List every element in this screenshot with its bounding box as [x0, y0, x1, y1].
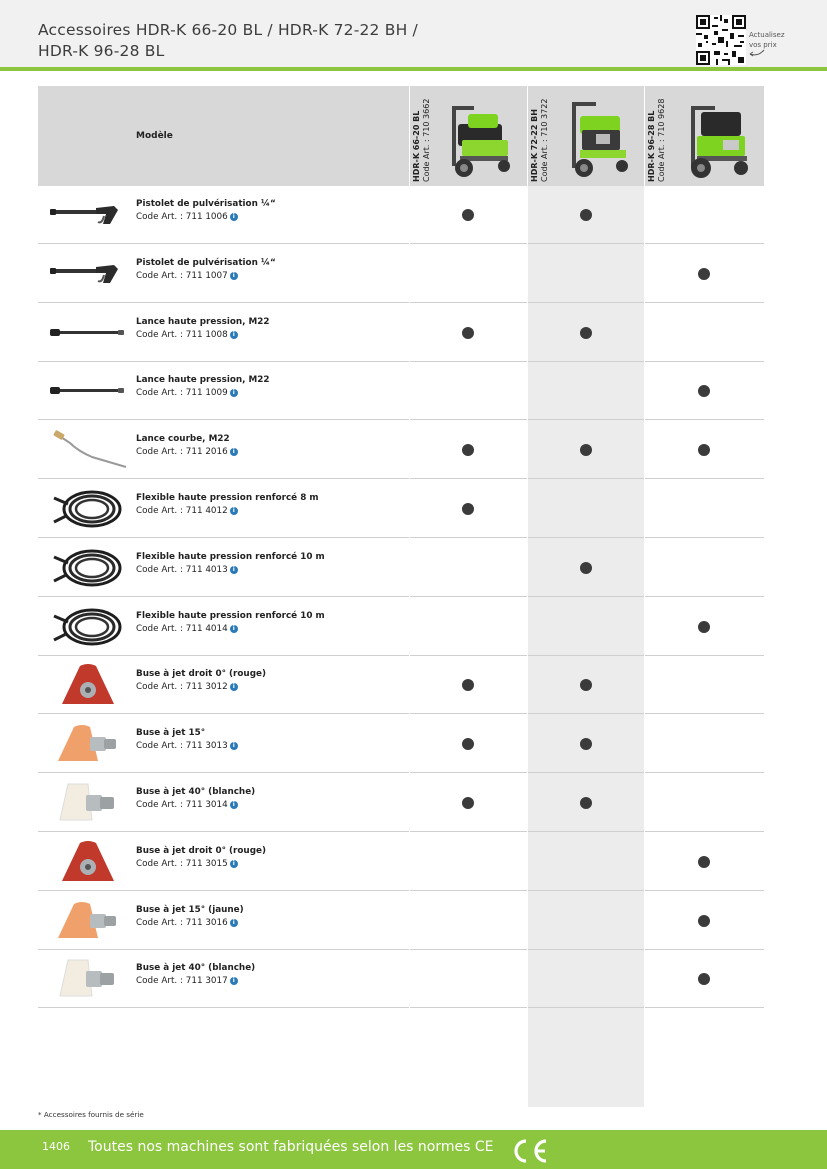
accessory-name: Flexible haute pression renforcé 10 m	[136, 610, 325, 621]
model-column-3	[645, 86, 764, 186]
info-icon[interactable]: i	[230, 272, 238, 280]
table-row	[38, 715, 764, 773]
accessory-code-text: Code Art. : 711 4012	[136, 506, 228, 516]
table-row	[38, 892, 764, 950]
accessory-code-text: Code Art. : 711 3014	[136, 800, 228, 810]
column-divider	[409, 86, 410, 1009]
info-icon[interactable]: i	[230, 331, 238, 339]
qr-code-icon[interactable]	[696, 15, 746, 65]
compatibility-dot	[580, 797, 592, 809]
accessory-name: Flexible haute pression renforcé 8 m	[136, 493, 319, 503]
accessory-code	[136, 388, 238, 398]
compatibility-dot	[462, 503, 474, 515]
info-icon[interactable]: i	[230, 389, 238, 397]
page-title	[38, 20, 418, 62]
table-row	[38, 598, 764, 656]
compatibility-dot	[462, 327, 474, 339]
model-column-1	[410, 86, 527, 186]
accessory-name: Buse à jet 15°	[136, 728, 206, 739]
accessory-name: Buse à jet droit 0° (rouge)	[136, 669, 266, 680]
model-name: HDR-K 66-20 BL	[412, 110, 421, 182]
accessory-code-text: Code Art. : 711 3012	[136, 682, 228, 693]
accessory-code	[136, 800, 238, 810]
accessory-name: Buse à jet 40° (blanche)	[136, 963, 256, 974]
accessory-code	[136, 624, 238, 634]
title-line-2: HDR-K 96-28 BL	[38, 42, 165, 60]
table-row	[38, 833, 764, 891]
model-column-2	[528, 86, 644, 186]
accessory-name: Buse à jet droit 0° (rouge)	[136, 845, 266, 856]
compatibility-dot	[462, 444, 474, 456]
info-icon[interactable]: i	[230, 448, 238, 456]
lance-icon	[48, 370, 128, 412]
model-code: Code Art. : 710 9628	[657, 98, 666, 182]
info-icon[interactable]: i	[230, 801, 238, 809]
column-divider	[527, 86, 528, 1009]
nozzle-white-icon	[48, 958, 128, 1000]
accessory-code-text: Code Art. : 711 1009	[136, 388, 228, 399]
table-row	[38, 480, 764, 538]
model-code: Code Art. : 710 3662	[422, 98, 431, 182]
nozzle-orange-icon	[48, 723, 128, 765]
curved-arrow-icon	[748, 48, 766, 58]
accessory-name: Pistolet de pulvérisation ¼“	[136, 199, 276, 209]
info-icon[interactable]: i	[230, 213, 238, 221]
page-number: 1406	[42, 1140, 70, 1153]
curved-lance-icon	[48, 429, 128, 471]
accessory-code	[136, 976, 238, 986]
accessory-code	[136, 918, 238, 928]
accessory-code-text: Code Art. : 711 1008	[136, 329, 228, 340]
compatibility-dot	[698, 268, 710, 280]
accessory-name: Lance haute pression, M22	[136, 375, 270, 386]
nozzle-red-icon	[48, 664, 128, 706]
hose-icon	[48, 547, 128, 589]
header-accent-line	[0, 67, 827, 71]
footer-text: Toutes nos machines sont fabriquées selon les normes CE	[88, 1139, 494, 1155]
info-icon[interactable]: i	[230, 507, 238, 515]
compatibility-dot	[698, 973, 710, 985]
table-row	[38, 656, 764, 714]
qr-label	[749, 30, 809, 50]
table-row	[38, 362, 764, 420]
compatibility-dot	[462, 679, 474, 691]
table-row	[38, 950, 764, 1008]
compatibility-dot	[698, 444, 710, 456]
column-divider	[644, 86, 645, 1009]
pressure-washer-image	[675, 94, 757, 180]
compatibility-dot	[462, 209, 474, 221]
accessory-code	[136, 859, 238, 869]
compatibility-dot	[580, 679, 592, 691]
title-line-1: Accessoires HDR-K 66-20 BL / HDR-K 72-22 BH /	[38, 21, 418, 39]
compatibility-dot	[580, 327, 592, 339]
compatibility-dot	[580, 444, 592, 456]
accessory-name: Pistolet de pulvérisation ¼“	[136, 257, 276, 268]
table-row	[38, 421, 764, 479]
info-icon[interactable]: i	[230, 625, 238, 633]
info-icon[interactable]: i	[230, 860, 238, 868]
model-code: Code Art. : 710 3722	[540, 98, 549, 182]
compatibility-dot	[580, 209, 592, 221]
accessory-code	[136, 330, 238, 340]
hose-icon	[48, 606, 128, 648]
accessory-code-text: Code Art. : 711 2016	[136, 447, 228, 458]
ce-mark-icon	[510, 1136, 550, 1166]
accessory-code	[136, 271, 238, 281]
compatibility-dot	[580, 562, 592, 574]
spray-gun-icon	[48, 253, 128, 295]
accessory-code-text: Code Art. : 711 1006	[136, 212, 228, 222]
table-row	[38, 539, 764, 597]
accessory-name: Lance courbe, M22	[136, 434, 230, 445]
table-row	[38, 245, 764, 303]
info-icon[interactable]: i	[230, 742, 238, 750]
accessory-code-text: Code Art. : 711 3017	[136, 976, 228, 987]
accessory-code	[136, 682, 238, 692]
compatibility-dot	[698, 621, 710, 633]
table-header	[38, 86, 764, 186]
nozzle-white-icon	[48, 782, 128, 824]
accessory-code	[136, 506, 238, 516]
info-icon[interactable]: i	[230, 566, 238, 574]
table-row	[38, 304, 764, 362]
accessory-name: Lance haute pression, M22	[136, 316, 270, 327]
info-icon[interactable]: i	[230, 683, 238, 691]
compatibility-dot	[462, 738, 474, 750]
compatibility-dot	[698, 385, 710, 397]
accessory-name: Buse à jet 15° (jaune)	[136, 904, 244, 915]
accessory-code-text: Code Art. : 711 4013	[136, 564, 228, 575]
nozzle-red-icon	[48, 841, 128, 883]
accessory-name: Buse à jet 40° (blanche)	[136, 787, 256, 797]
accessory-code-text: Code Art. : 711 3013	[136, 741, 228, 752]
info-icon[interactable]: i	[230, 919, 238, 927]
row-divider	[38, 1007, 764, 1008]
accessory-name: Flexible haute pression renforcé 10 m	[136, 551, 325, 562]
accessory-code	[136, 565, 238, 575]
hose-icon	[48, 488, 128, 530]
pressure-washer-image	[556, 94, 638, 180]
accessory-code-text: Code Art. : 711 1007	[136, 270, 228, 281]
accessory-code-text: Code Art. : 711 4014	[136, 623, 228, 634]
compatibility-dot	[698, 915, 710, 927]
lance-icon	[48, 312, 128, 354]
accessory-code-text: Code Art. : 711 3016	[136, 917, 228, 928]
qr-label-line-1: Actualisez	[749, 31, 785, 39]
model-header: Modèle	[136, 131, 173, 141]
footnote: * Accessoires fournis de série	[38, 1110, 144, 1119]
compatibility-dot	[698, 856, 710, 868]
accessory-code	[136, 741, 238, 751]
model-name: HDR-K 96-28 BL	[647, 110, 656, 182]
spray-gun-icon	[48, 194, 128, 236]
table-row	[38, 186, 764, 244]
model-name: HDR-K 72-22 BH	[530, 109, 539, 182]
accessory-code	[136, 212, 238, 222]
info-icon[interactable]: i	[230, 977, 238, 985]
compatibility-dot	[462, 797, 474, 809]
table-row	[38, 774, 764, 832]
pressure-washer-image	[438, 94, 520, 180]
compatibility-dot	[580, 738, 592, 750]
nozzle-orange-icon	[48, 900, 128, 942]
accessory-code	[136, 447, 238, 457]
accessory-code-text: Code Art. : 711 3015	[136, 858, 228, 869]
qr-label-line-2: vos prix	[749, 41, 777, 49]
